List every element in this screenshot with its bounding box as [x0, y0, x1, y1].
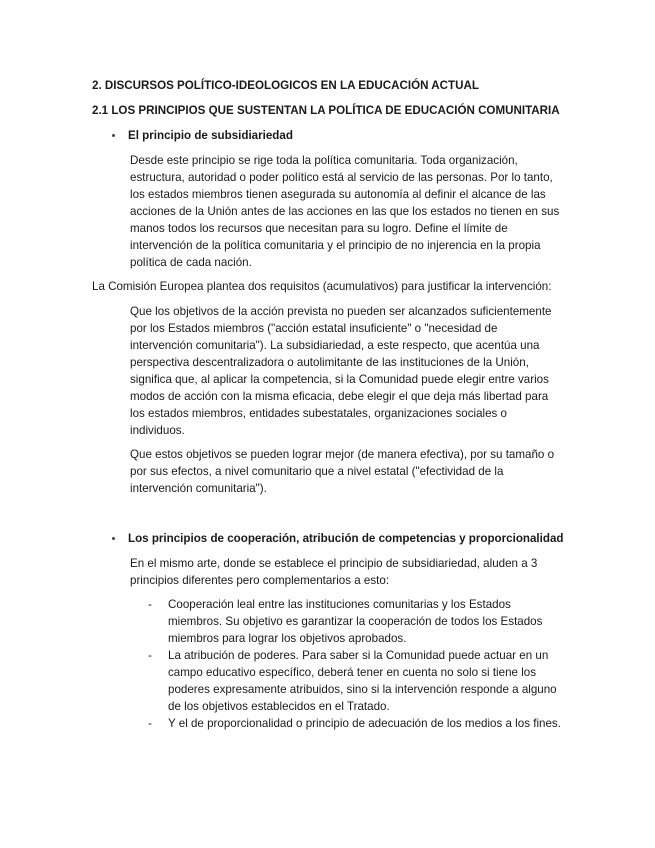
dash-marker: -	[148, 598, 152, 611]
list-item	[148, 647, 564, 715]
list-item-text: La atribución de poderes. Para saber si la Comunidad puede actuar en un campo educativo específico, deberá tener en cuenta no solo si tiene los poderes expresamente atribuidos, sino si la intervención responde a alguno de los objetivos establecidos en el Tratado.	[168, 649, 557, 713]
paragraph-requirements-intro: La Comisión Europea plantea dos requisitos (acumulativos) para justificar la intervención:	[92, 280, 552, 293]
list-item-text: Y el de proporcionalidad o principio de adecuación de los medios a los fines.	[168, 717, 561, 730]
list-item	[148, 596, 564, 647]
dash-marker: -	[148, 717, 152, 730]
section-title-cooperation: Los principios de cooperación, atribución de competencias y proporcionalidad	[128, 532, 564, 545]
principles-list	[148, 596, 564, 732]
paragraph-subsidiarity: Desde este principio se rige toda la política comunitaria. Toda organización, estructura, autoridad o poder político está al servicio de las personas. Por lo tanto, los estados miembros tienen asegurada su autonomía al definir el alcance de las acciones de la Unión antes de las acciones en las que los estados no tienen en sus manos todos los recursos que necesitan para su logro. Define el límite de intervención de la política comunitaria y el principio de no injerencia en la propia política de cada nación.	[130, 154, 560, 269]
paragraph-cooperation-intro: En el mismo arte, donde se establece el principio de subsidiariedad, aluden a 3 principios diferentes pero complementarios a esto:	[130, 557, 538, 587]
list-item-text: Cooperación leal entre las instituciones comunitarias y los Estados miembros. Su objetivo es garantizar la cooperación de todos los Estados miembros para lograr los objetivos aprobados.	[168, 598, 543, 645]
bullet-dot	[112, 537, 115, 540]
main-heading: 2. DISCURSOS POLÍTICO-IDEOLOGICOS EN LA EDUCACIÓN ACTUAL	[92, 79, 479, 92]
paragraph-requirement-2: Que estos objetivos se pueden lograr mejor (de manera efectiva), por su tamaño o por sus efectos, a nivel comunitario que a nivel estatal ("efectividad de la intervención comunitaria").	[130, 448, 555, 495]
list-item	[148, 715, 564, 732]
sub-heading: 2.1 LOS PRINCIPIOS QUE SUSTENTAN LA POLÍTICA DE EDUCACIÓN COMUNITARIA	[92, 104, 560, 117]
dash-marker: -	[148, 649, 152, 662]
section-title-subsidiarity: El principio de subsidiariedad	[128, 129, 293, 142]
bullet-dot	[112, 134, 115, 137]
paragraph-requirement-1: Que los objetivos de la acción prevista no pueden ser alcanzados suficientemente por los Estados miembros ("acción estatal insuficiente" o "necesidad de intervención comunitaria"). La subsidiariedad, a este respecto, que acentúa una perspectiva descentralizadora o autolimitante de las instituciones de la Unión, significa que, al aplicar la competencia, si la Comunidad puede elegir entre varios modos de acción con la misma eficacia, debe elegir el que deja más libertad para los estados miembros, entidades subestatales, organizaciones sociales o individuos.	[130, 305, 552, 437]
